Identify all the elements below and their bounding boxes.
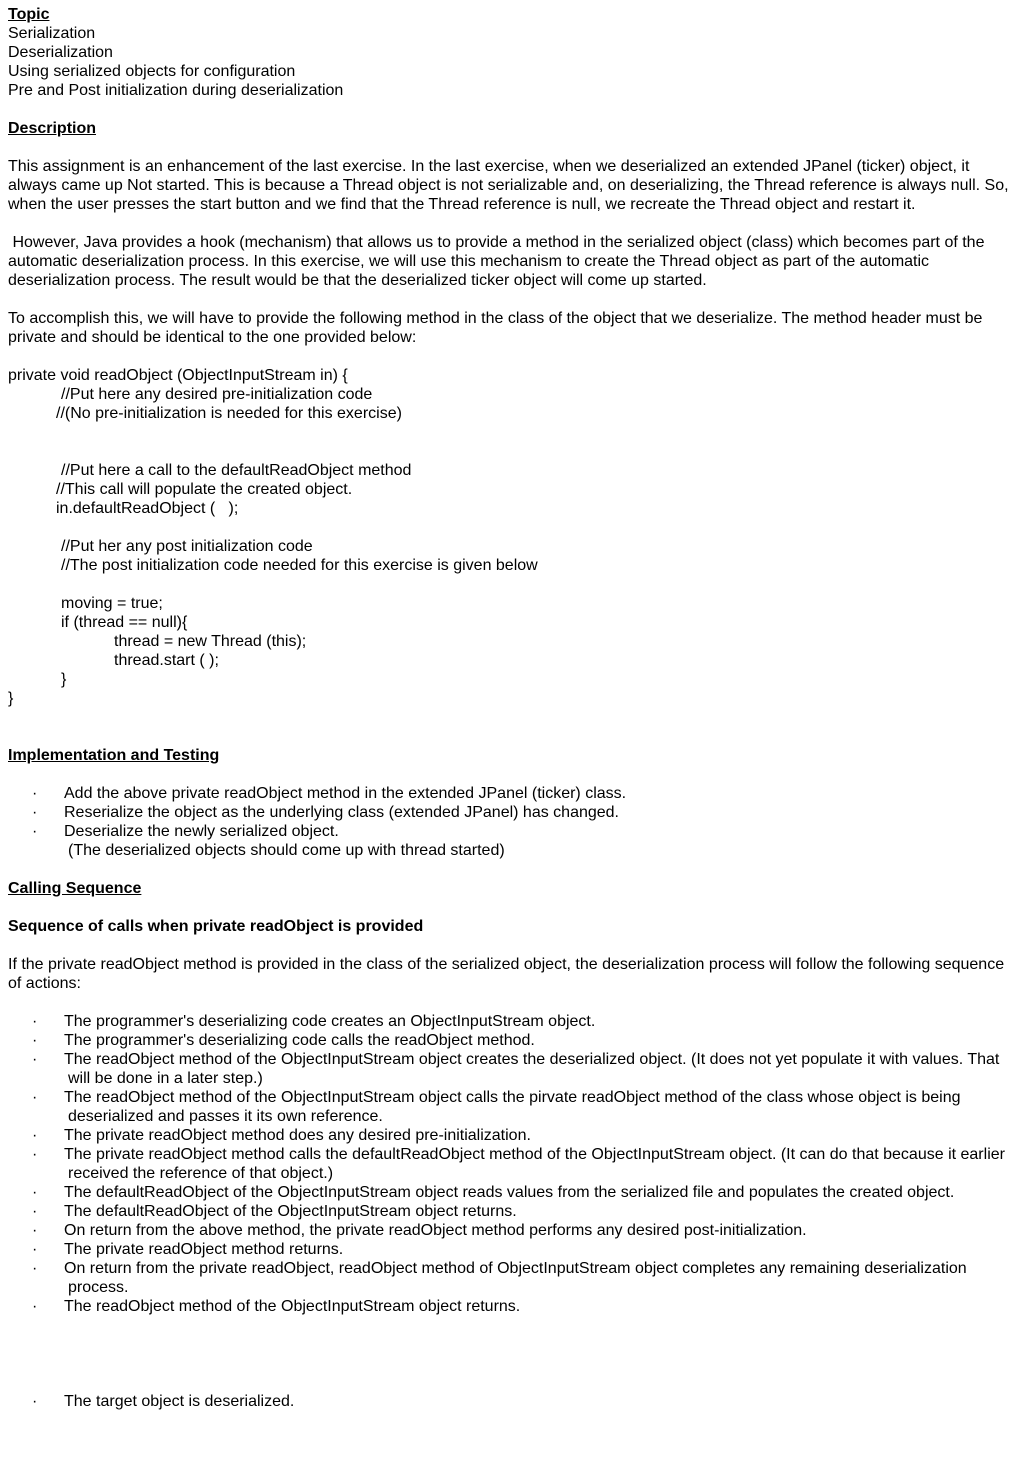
bullet-icon: · [32,1089,38,1106]
list-item: · The private readObject method calls the defaultReadObject method of the ObjectInputStream object. (It can do that because it earlier [32,1146,1005,1163]
code-line: //The post initialization code needed for this exercise is given below [61,557,538,574]
bullet-icon: · [32,1298,38,1315]
list-note: (The deserialized objects should come up with thread started) [68,842,505,859]
description-paragraph: To accomplish this, we will have to provide the following method in the class of the object that we deserialize. The method header must be private and should be identical to the one provided below: [8,310,983,346]
code-line: //This call will populate the created object. [56,481,353,498]
code-line: } [61,671,67,688]
bullet-icon: · [32,1013,38,1030]
code-line: thread = new Thread (this); [114,633,307,650]
list-item: · The readObject method of the ObjectInputStream object returns. [32,1298,521,1315]
list-item: · The private readObject method does any desired pre-initialization. [32,1127,531,1144]
bullet-icon: · [32,804,38,821]
list-item-continuation: deserialized and passes it its own reference. [68,1108,383,1125]
code-line: //Put here any desired pre-initialization code [61,386,373,403]
topic-item: Serialization [8,25,96,42]
list-item: · Deserialize the newly serialized object. [32,823,339,840]
list-item: · The defaultReadObject of the ObjectInputStream object reads values from the serialized file and populates the created object. [32,1184,955,1201]
code-line: in.defaultReadObject ( ); [56,500,239,517]
code-line: moving = true; [61,595,163,612]
code-line: //Put her any post initialization code [61,538,313,555]
topic-item: Deserialization [8,44,113,61]
list-item: · The target object is deserialized. [32,1393,295,1410]
bullet-icon: · [32,1393,38,1410]
bullet-icon: · [32,1051,38,1068]
code-line: } [8,690,14,707]
list-item: · The private readObject method returns. [32,1241,344,1258]
list-item: · The defaultReadObject of the ObjectInputStream object returns. [32,1203,517,1220]
code-line: thread.start ( ); [114,652,219,669]
bullet-icon: · [32,1184,38,1201]
code-line: private void readObject (ObjectInputStream in) { [8,367,348,384]
list-item: · Add the above private readObject method in the extended JPanel (ticker) class. [32,785,627,802]
code-line: if (thread == null){ [61,614,188,631]
bullet-icon: · [32,1222,38,1239]
list-item: · The programmer's deserializing code creates an ObjectInputStream object. [32,1013,596,1030]
calling-heading: Calling Sequence [8,880,142,897]
list-item: · Reserialize the object as the underlying class (extended JPanel) has changed. [32,804,619,821]
list-item: · The readObject method of the ObjectInputStream object creates the deserialized object. (It does not yet populate it with values. That [32,1051,1000,1068]
implementation-heading: Implementation and Testing [8,747,220,764]
document [8,5,1016,1411]
list-item-continuation: process. [68,1279,129,1296]
list-item-continuation: received the reference of that object.) [68,1165,334,1182]
description-paragraph: However, Java provides a hook (mechanism) that allows us to provide a method in the serialized object (class) which becomes part of the automatic deserialization process. In this exercise, we will use this mechanism to create the Thread object as part of the automatic deserialization process. The result would be that the deserialized ticker object will come up started. [8,234,989,289]
list-item: · The readObject method of the ObjectInputStream object calls the pirvate readObject method of the class whose object is being [32,1089,961,1106]
description-paragraph: This assignment is an enhancement of the last exercise. In the last exercise, when we deserialized an extended JPanel (ticker) object, it always came up Not started. This is because a Thread object is not serializable and, on deserializing, the Thread reference is always null. So, when the user presses the start button and we find that the Thread reference is null, we recreate the Thread object and restart it. [8,158,1009,213]
topic-item: Using serialized objects for configuration [8,63,296,80]
list-item: · On return from the private readObject, readObject method of ObjectInputStream object completes any remaining deserialization [32,1260,967,1277]
bullet-icon: · [32,823,38,840]
bullet-icon: · [32,1032,38,1049]
code-line: //Put here a call to the defaultReadObject method [61,462,412,479]
topic-item: Pre and Post initialization during deserialization [8,82,344,99]
calling-subheading: Sequence of calls when private readObject is provided [8,918,424,935]
calling-intro: If the private readObject method is provided in the class of the serialized object, the deserialization process will follow the following sequence of actions: [8,956,1005,992]
bullet-icon: · [32,1127,38,1144]
calling-list [8,1012,1016,1411]
code-line: //(No pre-initialization is needed for this exercise) [56,405,402,422]
list-item: · On return from the above method, the private readObject method performs any desired post-initialization. [32,1222,807,1239]
list-item: · The programmer's deserializing code calls the readObject method. [32,1032,535,1049]
list-item-continuation: will be done in a later step.) [68,1070,263,1087]
bullet-icon: · [32,1241,38,1258]
bullet-icon: · [32,785,38,802]
bullet-icon: · [32,1260,38,1277]
description-heading: Description [8,120,97,137]
bullet-icon: · [32,1146,38,1163]
topic-heading: Topic [8,6,50,23]
bullet-icon: · [32,1203,38,1220]
code-block [8,366,1016,708]
